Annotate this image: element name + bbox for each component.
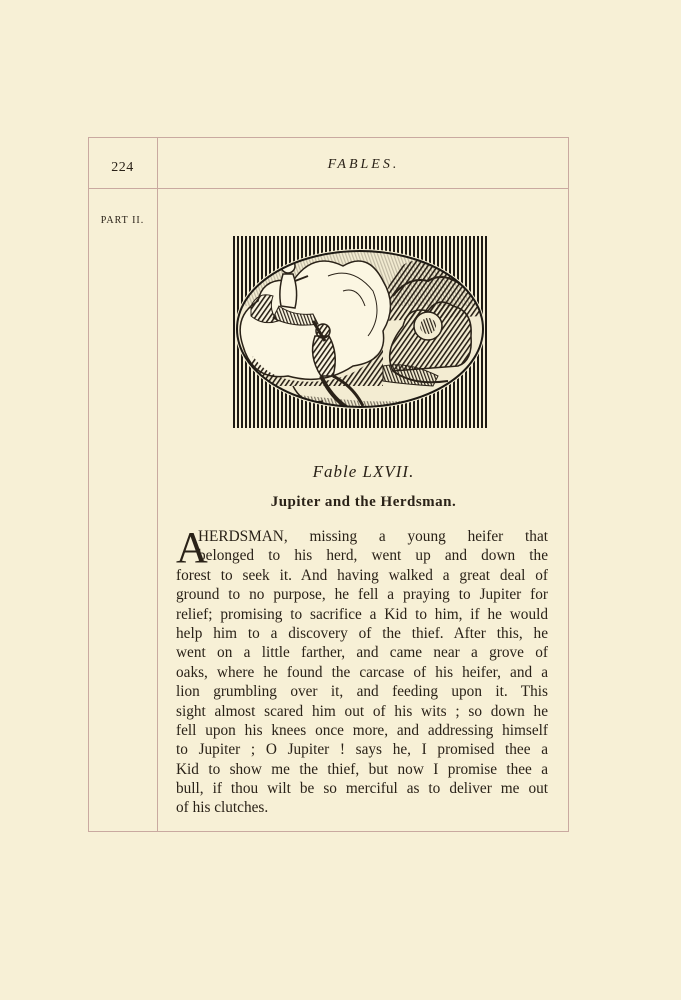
- woodcut-icon: [233, 236, 487, 428]
- fable-number: Fable LXVII.: [312, 462, 415, 481]
- text-line: of his clutches.: [176, 799, 269, 817]
- text-line: fell upon his knees once more, and addressing himself: [176, 721, 548, 739]
- text-line: bull, if thou wilt be so merciful as to deliver me out: [176, 780, 548, 798]
- page-number: 224: [111, 160, 134, 175]
- text-line: forest to seek it. And having walked a great deal of: [176, 566, 548, 584]
- text-line: to Jupiter ; O Jupiter ! says he, I promised thee a: [176, 741, 548, 759]
- fable-title: Jupiter and the Herdsman.: [270, 494, 457, 510]
- text-line: lion grumbling over it, and feeding upon it. This: [176, 683, 548, 701]
- part-marker: PART II.: [100, 215, 145, 226]
- text-line: Kid to show me the thief, but now I promise thee a: [176, 760, 548, 778]
- drop-cap: A: [176, 523, 208, 572]
- margin-rule: [157, 137, 158, 832]
- text-line: belonged to his herd, went up and down the: [198, 547, 548, 565]
- text-line: ground to no purpose, he fell a praying to Jupiter for: [176, 586, 548, 604]
- text-line: sight almost scared him out of his wits ; so down he: [176, 702, 548, 720]
- text-line: HERDSMAN, missing a young heifer that: [198, 528, 548, 545]
- running-title: FABLES.: [327, 157, 400, 172]
- fable-text: [176, 523, 548, 818]
- header-rule: [88, 188, 569, 189]
- text-line: oaks, where he found the carcase of his heifer, and a: [176, 663, 548, 681]
- text-line: relief; promising to sacrifice a Kid to him, if he would: [176, 605, 548, 623]
- woodcut-illustration: [233, 236, 487, 428]
- text-line: went on a little farther, and came near a grove of: [176, 644, 548, 662]
- text-line: help him to a discovery of the thief. After this, he: [176, 624, 548, 642]
